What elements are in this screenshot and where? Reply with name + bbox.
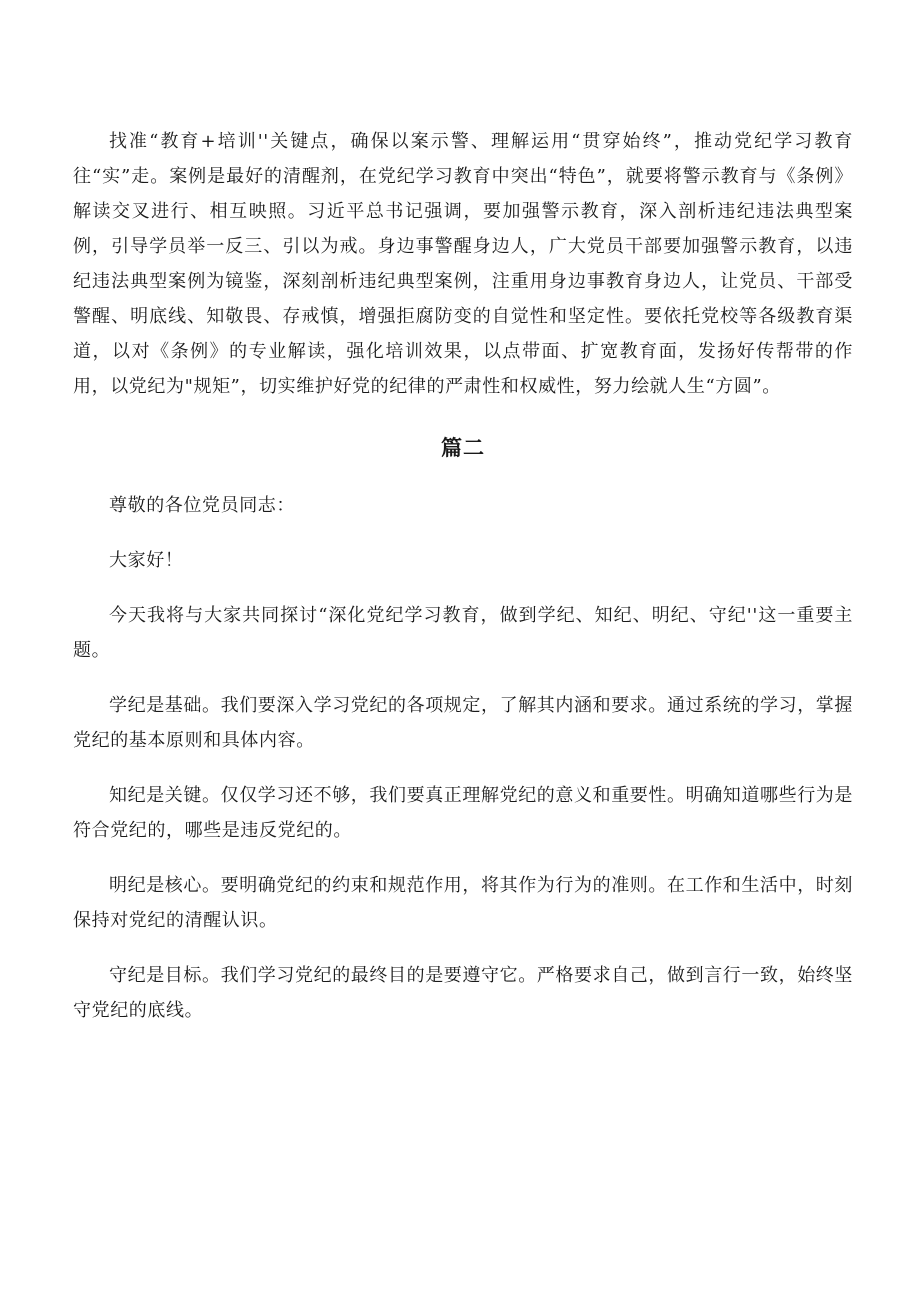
paragraph-know-discipline: 知纪是关键。仅仅学习还不够，我们要真正理解党纪的意义和重要性。明确知道哪些行为是符合党纪的，哪些是违反党纪的。 (73, 785, 853, 841)
section-heading: 篇二 (441, 435, 485, 460)
document-body (73, 124, 853, 1028)
paragraph-observe-discipline: 守纪是目标。我们学习党纪的最终目的是要遵守它。严格要求自己，做到言行一致，始终坚守党纪的底线。 (73, 965, 853, 1021)
paragraph-learn-discipline: 学纪是基础。我们要深入学习党纪的各项规定，了解其内涵和要求。通过系统的学习，掌握党纪的基本原则和具体内容。 (73, 695, 853, 751)
paragraph-understand-discipline: 明纪是核心。要明确党纪的约束和规范作用，将其作为行为的准则。在工作和生活中，时刻保持对党纪的清醒认识。 (73, 875, 853, 931)
greeting: 大家好！ (109, 550, 184, 571)
salutation: 尊敬的各位党员同志： (109, 495, 295, 516)
paragraph-intro: 今天我将与大家共同探讨“深化党纪学习教育，做到学纪、知纪、明纪、守纪''这一重要主题。 (73, 605, 853, 661)
paragraph-warning-education: 找准“教育+培训''关键点，确保以案示警、理解运用“贯穿始终”，推动党纪学习教育往“实”走。案例是最好的清醒剂，在党纪学习教育中突出“特色”，就要将警示教育与《条例》解读交叉进行、相互映照。习近平总书记强调，要加强警示教育，深入剖析违纪违法典型案例，引导学员举一反三、引以为戒。身边事警醒身边人，广大党员干部要加强警示教育，以违纪违法典型案例为镜鉴，深刻剖析违纪典型案例，注重用身边事教育身边人，让党员、干部受警醒、明底线、知敬畏、存戒慎，增强拒腐防变的自觉性和坚定性。要依托党校等各级教育渠道，以对《条例》的专业解读，强化培训效果，以点带面、扩宽教育面，发扬好传帮带的作用，以党纪为"规矩”，切实维护好党的纪律的严肃性和权威性，努力绘就人生“方圆”。 (73, 131, 853, 397)
